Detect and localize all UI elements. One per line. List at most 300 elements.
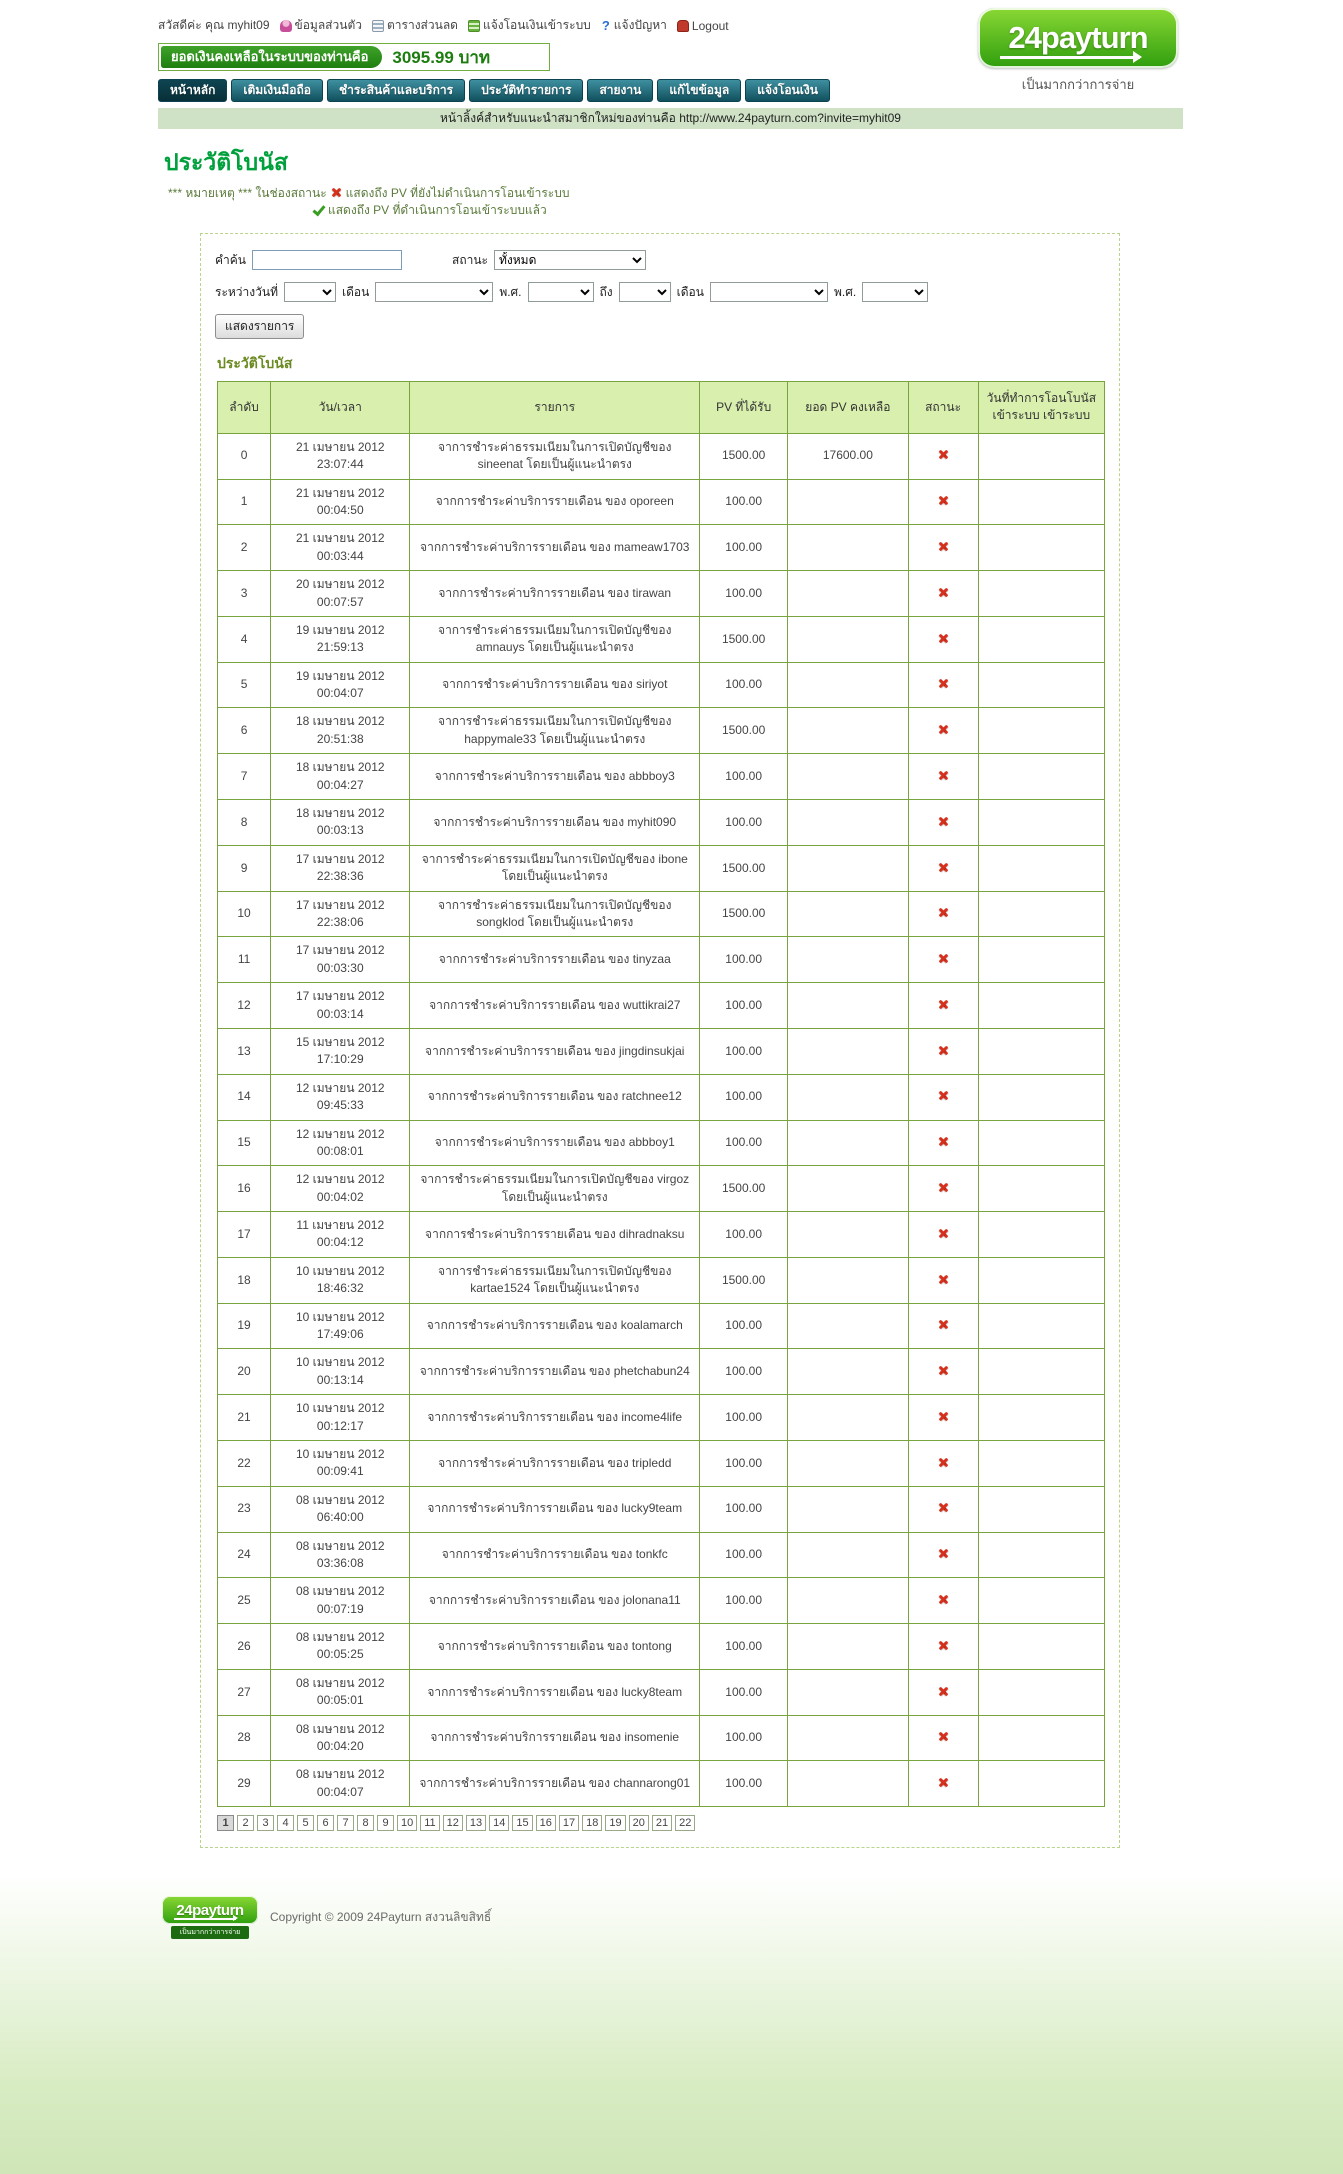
cell-status <box>908 1166 978 1212</box>
table-row <box>218 1257 1105 1303</box>
page-number-18[interactable]: 18 <box>582 1815 602 1831</box>
cell-no: 26 <box>218 1624 271 1670</box>
cell-description: จากการชำระค่าบริการรายเดือน ของ ratchnee12 <box>410 1074 700 1120</box>
cell-pv-received: 100.00 <box>700 1120 788 1166</box>
cell-transfer-date <box>978 1440 1104 1486</box>
to-label: ถึง <box>599 284 613 299</box>
cell-pv-received: 100.00 <box>700 1578 788 1624</box>
cell-transfer-date <box>978 1715 1104 1761</box>
to-day-select[interactable] <box>619 282 671 302</box>
row-time: 03:36:08 <box>316 1555 364 1570</box>
cell-description: จากการชำระค่าบริการรายเดือน ของ tonkfc <box>410 1532 700 1578</box>
status-select[interactable] <box>494 250 646 270</box>
cross-icon <box>937 861 950 874</box>
cell-description: จาการชำระค่าธรรมเนียมในการเปิดบัญชีของ songklod โดยเป็นผู้แนะนำตรง <box>410 891 700 937</box>
cell-datetime <box>271 1028 410 1074</box>
table-row <box>218 433 1105 479</box>
cross-icon <box>937 540 950 553</box>
footer-logo <box>162 1896 258 1939</box>
row-date: 11 เมษายน 2012 <box>296 1218 385 1233</box>
topbar-link-label: แจ้งปัญหา <box>613 18 667 32</box>
cell-pv-received: 1500.00 <box>700 616 788 662</box>
row-time: 23:07:44 <box>316 457 364 472</box>
table-row <box>218 1624 1105 1670</box>
cell-transfer-date <box>978 662 1104 708</box>
row-time: 00:04:07 <box>316 1784 364 1799</box>
table-row <box>218 662 1105 708</box>
cell-datetime <box>271 1212 410 1258</box>
page-number-15[interactable]: 15 <box>512 1815 532 1831</box>
page-title: ประวัติโบนัส <box>164 149 288 175</box>
row-date: 21 เมษายน 2012 <box>295 485 385 500</box>
cell-pv-received: 100.00 <box>700 1486 788 1532</box>
cell-pv-remaining <box>788 571 908 617</box>
show-list-button[interactable]: แสดงรายการ <box>215 314 304 339</box>
row-time: 00:05:25 <box>316 1647 364 1662</box>
cell-status <box>908 1624 978 1670</box>
cell-status <box>908 845 978 891</box>
cell-no: 3 <box>218 571 271 617</box>
cell-transfer-date <box>978 1669 1104 1715</box>
balance-box <box>158 43 550 71</box>
cell-status <box>908 891 978 937</box>
row-time: 00:04:20 <box>316 1739 364 1754</box>
page-number-6[interactable]: 6 <box>317 1815 334 1831</box>
table-row <box>218 1166 1105 1212</box>
page-number-11[interactable]: 11 <box>420 1815 439 1831</box>
arrow-icon <box>174 1918 236 1920</box>
cell-no: 23 <box>218 1486 271 1532</box>
cell-pv-remaining <box>788 1486 908 1532</box>
cross-icon <box>937 1501 950 1514</box>
filter-row-keyword <box>215 250 1105 270</box>
table-row <box>218 1761 1105 1807</box>
row-date: 10 เมษายน 2012 <box>295 1263 385 1278</box>
page-number-10[interactable]: 10 <box>397 1815 417 1831</box>
cell-description: จาการชำระค่าธรรมเนียมในการเปิดบัญชีของ kartae1524 โดยเป็นผู้แนะนำตรง <box>410 1257 700 1303</box>
cell-transfer-date <box>978 1120 1104 1166</box>
cell-transfer-date <box>978 1303 1104 1349</box>
cross-icon <box>937 1227 950 1240</box>
cell-description: จากการชำระค่าบริการรายเดือน ของ tripledd <box>410 1440 700 1486</box>
brand-logo-text: 24payturn <box>1008 20 1148 55</box>
table-row <box>218 800 1105 846</box>
cell-datetime <box>271 1349 410 1395</box>
cell-description: จากการชำระค่าบริการรายเดือน ของ tinyzaa <box>410 937 700 983</box>
cell-pv-remaining <box>788 983 908 1029</box>
topbar-link-question[interactable] <box>601 16 667 35</box>
row-time: 06:40:00 <box>316 1510 364 1525</box>
cell-pv-received: 100.00 <box>700 983 788 1029</box>
cell-status <box>908 479 978 525</box>
cell-status <box>908 1532 978 1578</box>
footer-logo-tagline: เป็นมากกว่าการจ่าย <box>171 1926 249 1939</box>
row-time: 00:03:14 <box>316 1006 364 1021</box>
cell-no: 17 <box>218 1212 271 1258</box>
cell-datetime <box>271 571 410 617</box>
page-number-22[interactable]: 22 <box>675 1815 695 1831</box>
table-icon <box>372 20 384 32</box>
cell-description: จากการชำระค่าบริการรายเดือน ของ jolonana11 <box>410 1578 700 1624</box>
cell-pv-remaining: 17600.00 <box>788 433 908 479</box>
row-date: 21 เมษายน 2012 <box>295 531 385 546</box>
cell-pv-received: 1500.00 <box>700 1257 788 1303</box>
row-time: 18:46:32 <box>316 1281 364 1296</box>
table-header-0: ลำดับ <box>218 382 271 434</box>
nav-item-1[interactable]: เติมเงินมือถือ <box>231 79 323 102</box>
cell-transfer-date <box>978 433 1104 479</box>
cell-datetime <box>271 1257 410 1303</box>
cross-icon <box>937 632 950 645</box>
page-number-19[interactable]: 19 <box>605 1815 625 1831</box>
topbar-link-person[interactable] <box>280 16 362 35</box>
row-time: 00:04:27 <box>316 777 364 792</box>
cell-no: 9 <box>218 845 271 891</box>
cell-no: 6 <box>218 708 271 754</box>
to-year-select[interactable] <box>862 282 928 302</box>
cell-pv-received: 100.00 <box>700 1028 788 1074</box>
table-row <box>218 479 1105 525</box>
cell-pv-received: 1500.00 <box>700 708 788 754</box>
nav-item-6[interactable]: แจ้งโอนเงิน <box>745 79 830 102</box>
row-time: 17:49:06 <box>316 1327 364 1342</box>
table-row <box>218 1669 1105 1715</box>
brand-logo-box <box>978 8 1178 68</box>
cell-no: 7 <box>218 754 271 800</box>
cell-status <box>908 1578 978 1624</box>
row-date: 12 เมษายน 2012 <box>295 1080 385 1095</box>
table-row <box>218 845 1105 891</box>
row-time: 00:04:50 <box>316 502 364 517</box>
row-date: 10 เมษายน 2012 <box>295 1309 385 1324</box>
greeting-text: สวัสดีค่ะ คุณ myhit09 <box>158 18 270 32</box>
cell-transfer-date <box>978 1212 1104 1258</box>
row-date: 17 เมษายน 2012 <box>295 943 385 958</box>
cell-no: 18 <box>218 1257 271 1303</box>
to-month-select[interactable] <box>710 282 828 302</box>
nav-item-0[interactable]: หน้าหลัก <box>158 79 227 102</box>
cell-datetime <box>271 1166 410 1212</box>
cell-pv-remaining <box>788 1303 908 1349</box>
page-container <box>158 0 1183 1848</box>
check-icon <box>311 204 325 216</box>
from-month-label: เดือน <box>342 284 370 299</box>
nav-item-5[interactable]: แก้ไขข้อมูล <box>657 79 741 102</box>
bonus-history-table <box>217 381 1105 1807</box>
cell-pv-received: 100.00 <box>700 1624 788 1670</box>
cell-pv-received: 100.00 <box>700 1761 788 1807</box>
cell-transfer-date <box>978 800 1104 846</box>
cell-transfer-date <box>978 1257 1104 1303</box>
cell-pv-received: 1500.00 <box>700 845 788 891</box>
status-legend-done <box>308 202 1183 219</box>
row-time: 17:10:29 <box>316 1052 364 1067</box>
cell-status <box>908 1074 978 1120</box>
cross-icon <box>937 1410 950 1423</box>
from-year-label: พ.ศ. <box>499 284 522 299</box>
cell-status <box>908 708 978 754</box>
cell-description: จากการชำระค่าบริการรายเดือน ของ abbboy1 <box>410 1120 700 1166</box>
cross-icon <box>937 1044 950 1057</box>
page-number-1[interactable]: 1 <box>217 1815 234 1831</box>
row-time: 00:12:17 <box>316 1418 364 1433</box>
cell-status <box>908 1761 978 1807</box>
page-number-13[interactable]: 13 <box>466 1815 486 1831</box>
cell-pv-remaining <box>788 479 908 525</box>
cross-icon <box>937 906 950 919</box>
cell-pv-received: 100.00 <box>700 1440 788 1486</box>
cell-description: จาการชำระค่าธรรมเนียมในการเปิดบัญชีของ sineenat โดยเป็นผู้แนะนำตรง <box>410 433 700 479</box>
page-number-4[interactable]: 4 <box>277 1815 294 1831</box>
from-month-select[interactable] <box>375 282 493 302</box>
page-number-5[interactable]: 5 <box>297 1815 314 1831</box>
cross-icon <box>937 448 950 461</box>
cell-pv-remaining <box>788 845 908 891</box>
cell-transfer-date <box>978 845 1104 891</box>
cell-no: 21 <box>218 1395 271 1441</box>
row-date: 20 เมษายน 2012 <box>295 577 385 592</box>
row-time: 00:03:30 <box>316 960 364 975</box>
page-number-14[interactable]: 14 <box>489 1815 509 1831</box>
cell-datetime <box>271 1578 410 1624</box>
cell-description: จากการชำระค่าบริการรายเดือน ของ oporeen <box>410 479 700 525</box>
cell-no: 12 <box>218 983 271 1029</box>
table-row <box>218 1395 1105 1441</box>
footer-logo-box <box>162 1896 258 1924</box>
table-header-4: ยอด PV คงเหลือ <box>788 382 908 434</box>
cell-no: 13 <box>218 1028 271 1074</box>
topbar-link-coins[interactable] <box>468 16 591 35</box>
cell-description: จากการชำระค่าบริการรายเดือน ของ dihradnaksu <box>410 1212 700 1258</box>
cell-no: 0 <box>218 433 271 479</box>
cell-transfer-date <box>978 1486 1104 1532</box>
cell-datetime <box>271 983 410 1029</box>
row-time: 00:09:41 <box>316 1464 364 1479</box>
row-date: 19 เมษายน 2012 <box>295 622 385 637</box>
row-time: 00:13:14 <box>316 1372 364 1387</box>
cell-description: จากการชำระค่าบริการรายเดือน ของ jingdinsukjai <box>410 1028 700 1074</box>
cross-icon <box>937 1730 950 1743</box>
cell-pv-remaining <box>788 1257 908 1303</box>
cell-description: จากการชำระค่าบริการรายเดือน ของ income4life <box>410 1395 700 1441</box>
page-number-12[interactable]: 12 <box>443 1815 463 1831</box>
arrow-icon <box>1000 56 1140 59</box>
cell-transfer-date <box>978 754 1104 800</box>
row-time: 00:03:44 <box>316 548 364 563</box>
cell-status <box>908 1303 978 1349</box>
footer <box>0 1874 1343 2174</box>
note-done-text: แสดงถึง PV ที่ดำเนินการโอนเข้าระบบแล้ว <box>328 203 547 217</box>
cross-icon <box>937 1547 950 1560</box>
footer-inner <box>162 1896 1343 1939</box>
cell-datetime <box>271 1074 410 1120</box>
cell-transfer-date <box>978 616 1104 662</box>
balance-value: 3095.99 บาท <box>392 47 491 67</box>
topbar-link-table[interactable] <box>372 16 458 35</box>
cell-pv-received: 1500.00 <box>700 1166 788 1212</box>
cell-pv-remaining <box>788 1669 908 1715</box>
row-time: 00:04:07 <box>316 686 364 701</box>
cell-no: 1 <box>218 479 271 525</box>
cell-transfer-date <box>978 525 1104 571</box>
cell-datetime <box>271 1532 410 1578</box>
from-day-select[interactable] <box>284 282 336 302</box>
table-row <box>218 891 1105 937</box>
status-legend-pending <box>168 185 1183 202</box>
row-time: 21:59:13 <box>316 640 364 655</box>
cell-pv-remaining <box>788 1166 908 1212</box>
cell-pv-received: 100.00 <box>700 937 788 983</box>
cell-transfer-date <box>978 708 1104 754</box>
cell-no: 29 <box>218 1761 271 1807</box>
nav-item-2[interactable]: ชำระสินค้าและบริการ <box>327 79 465 102</box>
cell-datetime <box>271 1303 410 1349</box>
cross-icon <box>937 586 950 599</box>
page-number-16[interactable]: 16 <box>536 1815 556 1831</box>
cell-status <box>908 1486 978 1532</box>
cell-datetime <box>271 1669 410 1715</box>
cell-description: จากการชำระค่าบริการรายเดือน ของ wuttikrai27 <box>410 983 700 1029</box>
cell-description: จากการชำระค่าบริการรายเดือน ของ koalamarch <box>410 1303 700 1349</box>
page-number-17[interactable]: 17 <box>559 1815 579 1831</box>
table-body <box>218 433 1105 1806</box>
cell-pv-received: 100.00 <box>700 800 788 846</box>
cell-datetime <box>271 754 410 800</box>
cell-no: 16 <box>218 1166 271 1212</box>
row-date: 08 เมษายน 2012 <box>295 1538 385 1553</box>
cell-transfer-date <box>978 1532 1104 1578</box>
cell-no: 15 <box>218 1120 271 1166</box>
cell-description: จากการชำระค่าบริการรายเดือน ของ myhit090 <box>410 800 700 846</box>
row-time: 00:04:12 <box>316 1235 364 1250</box>
cell-status <box>908 983 978 1029</box>
cell-no: 24 <box>218 1532 271 1578</box>
topbar-link-label: ข้อมูลส่วนตัว <box>294 18 362 32</box>
cell-pv-remaining <box>788 800 908 846</box>
nav-item-4[interactable]: สายงาน <box>587 79 653 102</box>
cell-transfer-date <box>978 1028 1104 1074</box>
cell-status <box>908 571 978 617</box>
cell-no: 22 <box>218 1440 271 1486</box>
table-caption: ประวัติโบนัส <box>217 355 293 371</box>
cell-description: จากการชำระค่าบริการรายเดือน ของ tontong <box>410 1624 700 1670</box>
from-year-select[interactable] <box>528 282 594 302</box>
cell-transfer-date <box>978 1395 1104 1441</box>
table-row <box>218 1715 1105 1761</box>
cell-no: 8 <box>218 800 271 846</box>
cell-pv-remaining <box>788 1440 908 1486</box>
topbar-link-label: ตารางส่วนลด <box>386 18 458 32</box>
cell-status <box>908 1715 978 1761</box>
brand-tagline: เป็นมากกว่าการจ่าย <box>1021 77 1135 92</box>
cell-pv-received: 1500.00 <box>700 433 788 479</box>
cell-status <box>908 1440 978 1486</box>
cell-transfer-date <box>978 1578 1104 1624</box>
cell-datetime <box>271 616 410 662</box>
cross-icon <box>937 952 950 965</box>
to-year-label: พ.ศ. <box>833 284 857 299</box>
table-row <box>218 1486 1105 1532</box>
page-number-3[interactable]: 3 <box>257 1815 274 1831</box>
table-row <box>218 937 1105 983</box>
table-row <box>218 616 1105 662</box>
topbar-link-lock[interactable] <box>677 16 729 35</box>
page-number-7[interactable]: 7 <box>337 1815 354 1831</box>
page-number-8[interactable]: 8 <box>357 1815 374 1831</box>
cell-pv-remaining <box>788 1624 908 1670</box>
cell-no: 19 <box>218 1303 271 1349</box>
cell-datetime <box>271 1395 410 1441</box>
cross-icon <box>937 769 950 782</box>
cell-datetime <box>271 1120 410 1166</box>
row-time: 00:08:01 <box>316 1143 364 1158</box>
cell-pv-remaining <box>788 1578 908 1624</box>
cell-pv-remaining <box>788 1761 908 1807</box>
brand-logo <box>973 8 1183 95</box>
cell-pv-remaining <box>788 1028 908 1074</box>
row-date: 10 เมษายน 2012 <box>295 1446 385 1461</box>
cell-datetime <box>271 937 410 983</box>
cell-datetime <box>271 708 410 754</box>
nav-item-3[interactable]: ประวัติทำรายการ <box>469 79 583 102</box>
cell-datetime <box>271 1486 410 1532</box>
page-number-2[interactable]: 2 <box>237 1815 254 1831</box>
cell-description: จากการชำระค่าบริการรายเดือน ของ abbboy3 <box>410 754 700 800</box>
copyright-text: Copyright © 2009 24Payturn สงวนลิขสิทธิ์ <box>270 1910 492 1925</box>
page-number-21[interactable]: 21 <box>652 1815 672 1831</box>
cell-pv-received: 100.00 <box>700 1349 788 1395</box>
cross-icon <box>937 998 950 1011</box>
cell-no: 20 <box>218 1349 271 1395</box>
person-icon <box>280 20 292 32</box>
cross-icon <box>937 1639 950 1652</box>
cell-pv-remaining <box>788 1349 908 1395</box>
cell-pv-received: 100.00 <box>700 1532 788 1578</box>
cell-datetime <box>271 1624 410 1670</box>
cell-pv-received: 100.00 <box>700 525 788 571</box>
cell-pv-received: 100.00 <box>700 754 788 800</box>
table-row <box>218 1303 1105 1349</box>
cell-transfer-date <box>978 1166 1104 1212</box>
cross-icon <box>937 1181 950 1194</box>
row-date: 17 เมษายน 2012 <box>295 851 385 866</box>
cell-pv-remaining <box>788 708 908 754</box>
pagination <box>217 1815 1105 1831</box>
cell-transfer-date <box>978 891 1104 937</box>
keyword-input[interactable] <box>252 250 402 270</box>
row-date: 08 เมษายน 2012 <box>295 1630 385 1645</box>
cell-pv-received: 100.00 <box>700 662 788 708</box>
cell-no: 2 <box>218 525 271 571</box>
cell-pv-remaining <box>788 754 908 800</box>
table-row <box>218 708 1105 754</box>
row-date: 12 เมษายน 2012 <box>295 1172 385 1187</box>
cell-transfer-date <box>978 1074 1104 1120</box>
table-row <box>218 1074 1105 1120</box>
table-header-1: วัน/เวลา <box>271 382 410 434</box>
cell-pv-received: 100.00 <box>700 1074 788 1120</box>
cross-icon <box>937 1273 950 1286</box>
cell-description: จากการชำระค่าบริการรายเดือน ของ mameaw1703 <box>410 525 700 571</box>
cell-no: 14 <box>218 1074 271 1120</box>
page-number-9[interactable]: 9 <box>377 1815 394 1831</box>
footer-logo-text: 24payturn <box>176 1901 244 1919</box>
cell-status <box>908 616 978 662</box>
cross-icon <box>937 1364 950 1377</box>
cell-description: จาการชำระค่าธรรมเนียมในการเปิดบัญชีของ ibone โดยเป็นผู้แนะนำตรง <box>410 845 700 891</box>
page-number-20[interactable]: 20 <box>629 1815 649 1831</box>
cell-pv-remaining <box>788 937 908 983</box>
